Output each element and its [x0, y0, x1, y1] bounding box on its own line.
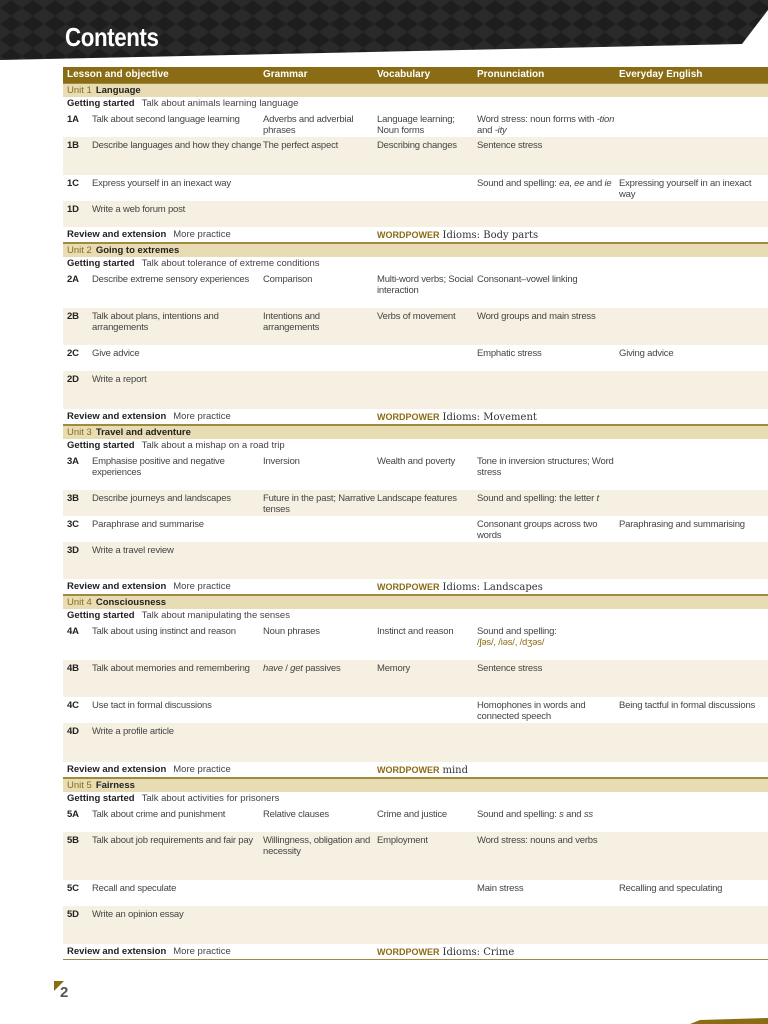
review-left — [63, 227, 377, 242]
unit-row — [63, 425, 768, 439]
lesson-vocabulary: Language learning; Noun forms — [377, 114, 455, 136]
lesson-grammar — [263, 663, 377, 697]
lesson-vocabulary: Instinct and reason — [377, 626, 454, 637]
lesson-code: 5D — [67, 909, 79, 920]
page-title: Contents — [65, 22, 159, 52]
table-header — [63, 67, 768, 83]
lesson-code: 3D — [67, 545, 79, 556]
lesson-row — [63, 308, 768, 345]
unit-name: Consciousness — [95, 597, 167, 608]
pron-text: Word stress: noun forms with — [477, 114, 597, 125]
unit-number: Unit 2 — [67, 245, 92, 256]
lesson-everyday-english — [619, 663, 768, 697]
lesson-row — [63, 111, 768, 137]
lesson-grammar — [263, 204, 377, 227]
unit-name: Travel and adventure — [95, 427, 191, 438]
lesson-objective: Talk about plans, intentions and arrangements — [92, 311, 219, 333]
lesson-pronunciation — [477, 626, 619, 660]
lesson-grammar: Inversion — [263, 456, 300, 467]
review-label: Review and extension — [67, 411, 167, 422]
grammar-text: / — [282, 663, 291, 674]
lesson-row — [63, 371, 768, 409]
pron-italic: -ity — [494, 125, 507, 136]
lesson-vocabulary — [377, 348, 477, 371]
getting-started-row — [63, 97, 768, 111]
pron-text: , — [569, 178, 575, 189]
pron-text: Consonant groups across two words — [477, 519, 598, 541]
lesson-pronunciation — [477, 140, 619, 175]
grammar-text: passives — [302, 663, 341, 674]
lesson-code: 2A — [67, 274, 79, 285]
lesson-everyday-english — [619, 809, 768, 832]
review-label: Review and extension — [67, 229, 167, 240]
lesson-pronunciation — [477, 519, 619, 542]
lesson-vocabulary: Landscape features — [377, 493, 457, 504]
lesson-pronunciation — [477, 809, 619, 832]
getting-started-text: Talk about a mishap on a road trip — [141, 440, 285, 451]
getting-started-text: Talk about animals learning language — [141, 98, 299, 109]
wordpower — [377, 762, 768, 777]
lesson-vocabulary: Memory — [377, 663, 411, 674]
wordpower — [377, 409, 768, 424]
lesson-grammar — [263, 726, 377, 762]
lesson-grammar — [263, 374, 377, 409]
lesson-row — [63, 660, 768, 697]
unit-name: Going to extremes — [95, 245, 180, 256]
pron-ipa: /ʃəs/, /iəs/, /dʒəs/ — [477, 637, 545, 648]
lesson-pronunciation — [477, 726, 619, 762]
lesson-vocabulary — [377, 909, 477, 944]
lesson-code: 3B — [67, 493, 79, 504]
lesson-row — [63, 201, 768, 227]
lesson-objective: Talk about using instinct and reason — [92, 626, 236, 637]
header-grammar: Grammar — [263, 69, 308, 80]
lesson-everyday-english — [619, 835, 768, 880]
pron-text: Consonant–vowel linking — [477, 274, 578, 285]
lesson-everyday-english: Giving advice — [619, 348, 674, 359]
lesson-pronunciation — [477, 311, 619, 345]
review-label: Review and extension — [67, 764, 167, 775]
header-pronunciation: Pronunciation — [477, 69, 545, 80]
lesson-objective: Write a profile article — [92, 726, 174, 737]
lesson-everyday-english: Being tactful in formal discussions — [619, 700, 756, 711]
lesson-vocabulary: Describing changes — [377, 140, 457, 151]
getting-started-text: Talk about tolerance of extreme conditions — [141, 258, 320, 269]
unit-row — [63, 243, 768, 257]
lesson-code: 1C — [67, 178, 79, 189]
lesson-objective: Write an opinion essay — [92, 909, 184, 920]
lesson-objective: Describe languages and how they change — [92, 140, 262, 151]
unit-number: Unit 5 — [67, 780, 92, 791]
lesson-row — [63, 345, 768, 371]
lesson-code: 4A — [67, 626, 79, 637]
getting-started-row — [63, 609, 768, 623]
more-practice-text: More practice — [173, 581, 231, 592]
lesson-row — [63, 832, 768, 880]
wordpower — [377, 944, 768, 959]
lesson-code: 5C — [67, 883, 79, 894]
pron-italic: s — [559, 809, 564, 820]
lesson-vocabulary — [377, 883, 477, 906]
review-left — [63, 409, 377, 424]
lesson-row — [63, 806, 768, 832]
header-banner — [0, 0, 768, 60]
lesson-everyday-english — [619, 456, 768, 490]
review-row — [63, 579, 768, 595]
lesson-objective: Talk about crime and punishment — [92, 809, 226, 820]
lesson-vocabulary: Multi-word verbs; Social interaction — [377, 274, 474, 296]
pron-text: Word stress: nouns and verbs — [477, 835, 598, 846]
lesson-pronunciation — [477, 204, 619, 227]
lesson-code: 2B — [67, 311, 79, 322]
lesson-grammar — [263, 909, 377, 944]
pron-text: and — [584, 178, 605, 189]
pron-italic: ea — [559, 178, 570, 189]
lesson-objective: Write a web forum post — [92, 204, 186, 215]
header-vocabulary: Vocabulary — [377, 69, 431, 80]
pron-text: Word groups and main stress — [477, 311, 596, 322]
page-number: 2 — [60, 984, 69, 1001]
getting-started-label: Getting started — [67, 98, 135, 109]
lesson-objective: Recall and speculate — [92, 883, 177, 894]
lesson-everyday-english — [619, 140, 768, 175]
lesson-vocabulary — [377, 545, 477, 579]
lesson-everyday-english — [619, 311, 768, 345]
lesson-pronunciation — [477, 178, 619, 201]
getting-started-text: Talk about manipulating the senses — [141, 610, 290, 621]
lesson-everyday-english: Recalling and speculating — [619, 883, 723, 894]
getting-started-row — [63, 792, 768, 806]
unit-name: Language — [95, 85, 141, 96]
unit-name: Fairness — [95, 780, 135, 791]
lesson-vocabulary — [377, 700, 477, 723]
lesson-code: 1A — [67, 114, 79, 125]
review-left — [63, 944, 377, 959]
review-label: Review and extension — [67, 946, 167, 957]
lesson-row — [63, 906, 768, 944]
lesson-objective: Describe journeys and landscapes — [92, 493, 231, 504]
unit-number: Unit 4 — [67, 597, 92, 608]
header-everyday: Everyday English — [619, 69, 703, 80]
pron-text: Sound and spelling: — [477, 626, 557, 637]
header-lesson: Lesson and objective — [67, 69, 169, 80]
lesson-vocabulary: Employment — [377, 835, 428, 846]
lesson-objective: Express yourself in an inexact way — [92, 178, 231, 189]
wordpower-tag: WORDPOWER — [377, 947, 440, 957]
lesson-objective: Give advice — [92, 348, 140, 359]
lesson-vocabulary — [377, 726, 477, 762]
lesson-everyday-english — [619, 626, 768, 660]
lesson-vocabulary: Wealth and poverty — [377, 456, 456, 467]
pron-text: Homophones in words and connected speech — [477, 700, 586, 722]
lesson-pronunciation — [477, 909, 619, 944]
lesson-row — [63, 516, 768, 542]
lesson-grammar — [263, 545, 377, 579]
unit-number: Unit 1 — [67, 85, 92, 96]
lesson-objective: Paraphrase and summarise — [92, 519, 204, 530]
wordpower-text: mind — [442, 765, 469, 776]
more-practice-text: More practice — [173, 411, 231, 422]
bottom-stripe — [690, 1018, 768, 1024]
lesson-grammar — [263, 178, 377, 201]
lesson-everyday-english — [619, 726, 768, 762]
lesson-code: 5A — [67, 809, 79, 820]
lesson-pronunciation — [477, 700, 619, 723]
lesson-objective: Describe extreme sensory experiences — [92, 274, 250, 285]
pron-italic: ee — [574, 178, 585, 189]
lesson-grammar: Adverbs and adverbial phrases — [263, 114, 354, 136]
pron-italic: ss — [583, 809, 593, 820]
getting-started-row — [63, 439, 768, 453]
lesson-objective: Talk about second language learning — [92, 114, 240, 125]
wordpower-tag: WORDPOWER — [377, 765, 440, 775]
getting-started-text: Talk about activities for prisoners — [141, 793, 280, 804]
lesson-row — [63, 723, 768, 762]
lesson-grammar: The perfect aspect — [263, 140, 339, 151]
lesson-code: 4D — [67, 726, 79, 737]
getting-started-label: Getting started — [67, 793, 135, 804]
review-left — [63, 762, 377, 777]
pron-text: Sentence stress — [477, 140, 543, 151]
wordpower-text: Idioms: Body parts — [442, 230, 539, 241]
wordpower-tag: WORDPOWER — [377, 582, 440, 592]
lesson-everyday-english — [619, 493, 768, 516]
more-practice-text: More practice — [173, 946, 231, 957]
lesson-grammar: Future in the past; Narrative tenses — [263, 493, 375, 515]
lesson-objective: Emphasise positive and negative experiences — [92, 456, 225, 478]
lesson-grammar — [263, 519, 377, 542]
lesson-pronunciation — [477, 456, 619, 490]
getting-started-label: Getting started — [67, 610, 135, 621]
lesson-grammar: Willingness, obligation and necessity — [263, 835, 371, 857]
more-practice-text: More practice — [173, 764, 231, 775]
lesson-objective: Write a travel review — [92, 545, 174, 556]
lesson-row — [63, 271, 768, 308]
lesson-code: 1B — [67, 140, 79, 151]
lesson-grammar — [263, 883, 377, 906]
pron-text: and — [477, 125, 495, 136]
lesson-row — [63, 175, 768, 201]
pron-text: and — [563, 809, 584, 820]
lesson-pronunciation — [477, 374, 619, 409]
contents-table — [63, 67, 768, 960]
pron-text: Tone in inversion structures; Word stress — [477, 456, 614, 478]
lesson-vocabulary: Crime and justice — [377, 809, 447, 820]
lesson-everyday-english — [619, 545, 768, 579]
lesson-row — [63, 697, 768, 723]
grammar-italic: get — [290, 663, 303, 674]
lesson-code: 4B — [67, 663, 79, 674]
lesson-row — [63, 453, 768, 490]
lesson-vocabulary — [377, 519, 477, 542]
lesson-everyday-english — [619, 204, 768, 227]
units-container — [63, 83, 768, 960]
lesson-everyday-english — [619, 374, 768, 409]
getting-started-row — [63, 257, 768, 271]
lesson-pronunciation — [477, 274, 619, 308]
lesson-objective: Use tact in formal discussions — [92, 700, 212, 711]
lesson-grammar: Intentions and arrangements — [263, 311, 320, 333]
lesson-objective: Talk about memories and remembering — [92, 663, 250, 674]
lesson-everyday-english — [619, 114, 768, 137]
lesson-code: 5B — [67, 835, 79, 846]
lesson-row — [63, 542, 768, 579]
lesson-code: 1D — [67, 204, 79, 215]
lesson-code: 4C — [67, 700, 79, 711]
unit-number: Unit 3 — [67, 427, 92, 438]
review-left — [63, 579, 377, 594]
unit-row — [63, 778, 768, 792]
lesson-grammar — [263, 700, 377, 723]
lesson-grammar — [263, 348, 377, 371]
lesson-pronunciation — [477, 114, 619, 137]
pron-text: Sound and spelling: the letter — [477, 493, 597, 504]
review-row — [63, 944, 768, 960]
lesson-pronunciation — [477, 545, 619, 579]
lesson-code: 2C — [67, 348, 79, 359]
lesson-code: 2D — [67, 374, 79, 385]
wordpower-text: Idioms: Crime — [442, 947, 515, 958]
lesson-row — [63, 623, 768, 660]
lesson-objective: Talk about job requirements and fair pay — [92, 835, 253, 846]
lesson-pronunciation — [477, 493, 619, 516]
lesson-grammar: Relative clauses — [263, 809, 329, 820]
lesson-grammar: Noun phrases — [263, 626, 320, 637]
review-row — [63, 762, 768, 778]
lesson-everyday-english: Paraphrasing and summarising — [619, 519, 745, 530]
lesson-pronunciation — [477, 663, 619, 697]
pron-text: Sound and spelling: — [477, 809, 560, 820]
lesson-everyday-english: Expressing yourself in an inexact way — [619, 178, 752, 200]
lesson-everyday-english — [619, 909, 768, 944]
more-practice-text: More practice — [173, 229, 231, 240]
wordpower-text: Idioms: Landscapes — [442, 582, 543, 593]
review-label: Review and extension — [67, 581, 167, 592]
wordpower-text: Idioms: Movement — [442, 412, 537, 423]
lesson-pronunciation — [477, 883, 619, 906]
unit-row — [63, 595, 768, 609]
lesson-vocabulary: Verbs of movement — [377, 311, 456, 322]
lesson-row — [63, 880, 768, 906]
getting-started-label: Getting started — [67, 440, 135, 451]
lesson-vocabulary — [377, 374, 477, 409]
pron-text: Main stress — [477, 883, 524, 894]
unit-row — [63, 83, 768, 97]
pron-italic: ie — [604, 178, 612, 189]
wordpower — [377, 579, 768, 594]
pron-text: Sound and spelling: — [477, 178, 560, 189]
review-row — [63, 227, 768, 243]
lesson-objective: Write a report — [92, 374, 147, 385]
wordpower-tag: WORDPOWER — [377, 230, 440, 240]
lesson-pronunciation — [477, 348, 619, 371]
review-row — [63, 409, 768, 425]
lesson-row — [63, 137, 768, 175]
lesson-code: 3C — [67, 519, 79, 530]
wordpower-tag: WORDPOWER — [377, 412, 440, 422]
grammar-italic: have — [263, 663, 283, 674]
pron-text: Sentence stress — [477, 663, 543, 674]
wordpower — [377, 227, 768, 242]
lesson-vocabulary — [377, 204, 477, 227]
lesson-code: 3A — [67, 456, 79, 467]
pron-italic: -tion — [596, 114, 615, 125]
lesson-row — [63, 490, 768, 516]
lesson-pronunciation — [477, 835, 619, 880]
pron-italic: t — [596, 493, 599, 504]
lesson-grammar: Comparison — [263, 274, 313, 285]
lesson-vocabulary — [377, 178, 477, 201]
lesson-everyday-english — [619, 274, 768, 308]
getting-started-label: Getting started — [67, 258, 135, 269]
pron-text: Emphatic stress — [477, 348, 542, 359]
